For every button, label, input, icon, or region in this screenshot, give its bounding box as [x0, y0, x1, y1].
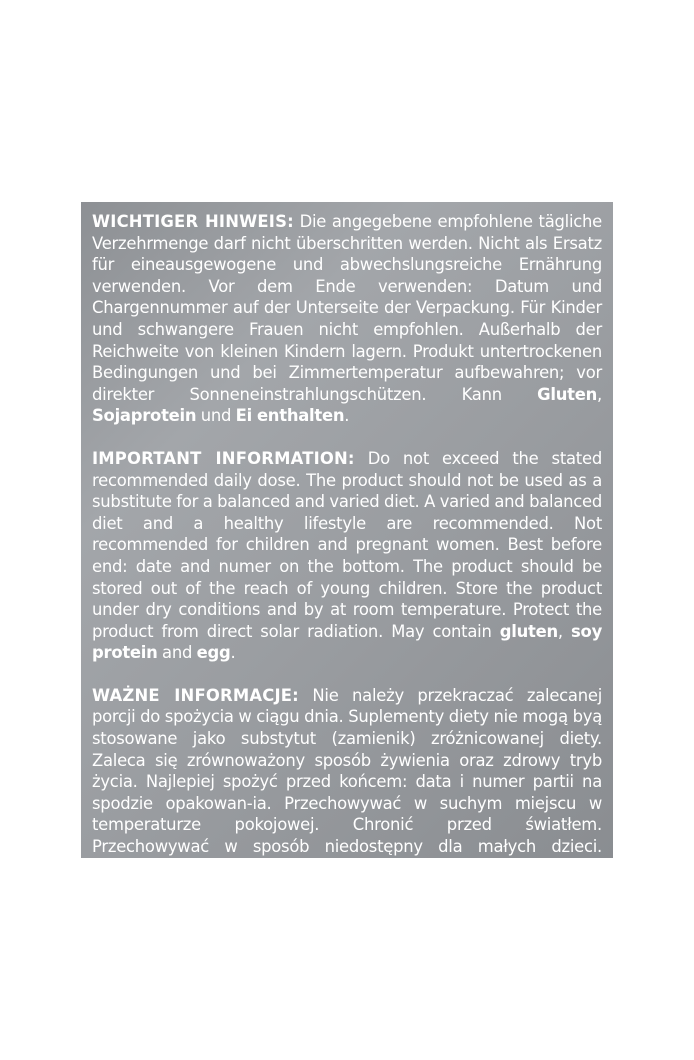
- allergen-separator: ,: [597, 384, 602, 404]
- allergen-term: Sojaprotein: [92, 406, 197, 426]
- notice-body: Nie należy przekraczać zalecanej porcji do spożycia w ciągu dnia. Suplementy diety nie mogą byą stosowane jako substytut (zamienik) zróżnicowanej diety. Zaleca się zrównoważony sposób żywienia oraz zdrowy tryb życia. Najlepiej spożyć przed końcem: data i numer partii na spodzie opakowan-ia. Przechowywać w suchym miejscu w temperaturze pokojowej. Chronić przed światłem. Przechowywać w sposób niedostępny dla małych dzieci. Możliwa zawartość: [92, 685, 602, 878]
- allergen-term: Ei enthalten: [235, 406, 345, 426]
- notice-end: .: [592, 858, 598, 878]
- notice-heading: IMPORTANT INFORMATION:: [92, 448, 355, 468]
- notice-polish: [92, 685, 602, 879]
- notice-english: [92, 448, 602, 664]
- notice-end: .: [230, 643, 236, 663]
- allergen-separator: i: [469, 858, 483, 878]
- allergen-separator: ,: [314, 858, 325, 878]
- notice-heading: WICHTIGER HINWEIS:: [92, 212, 294, 231]
- allergen-term: glutenu: [245, 858, 315, 878]
- allergen-separator: ,: [557, 621, 572, 641]
- notice-end: .: [344, 406, 350, 426]
- notice-body: Do not exceed the stated recommended daily dose. The product should not be used as a substitute for a balanced and varied diet. A varied and balanced diet and a healthy lifestyle are recommended. Not recommended for children and pregnant women. Best before end: date and numer on the bottom. The product should be stored out of the reach of young children. Store the product under dry conditions and by at room temperature. Protect the product from direct solar radiation. May contain: [92, 448, 602, 641]
- allergen-term: jaja kurzego: [482, 858, 593, 878]
- allergen-term: egg: [196, 643, 231, 663]
- notice-body: Die angegebene empfohlene tägliche Verzehrmenge darf nicht überschritten werden. Nicht als Ersatz für eineausgewogene und abwechslungsreiche Ernährung verwenden. Vor dem Ende verwenden: Datum und Chargennummer auf der Unterseite der Verpackung. Für Kinder und schwangere Frauen nicht empfohlen. Außerhalb der Reichweite von kleinen Kindern lagern. Produkt untertrockenen Bedingungen und bei Zimmertemperatur aufbewahren; vor direkter Sonneneinstrahlungschützen. Kann: [92, 212, 602, 404]
- label-panel: [81, 202, 613, 878]
- notice-heading: WAŻNE INFORMACJE:: [92, 685, 299, 705]
- notice-german: [92, 211, 602, 427]
- allergen-separator: and: [157, 643, 197, 663]
- allergen-separator: und: [196, 406, 236, 426]
- allergen-term: białka sojowego: [324, 858, 470, 878]
- allergen-term: Gluten: [537, 384, 598, 404]
- allergen-term: gluten: [499, 621, 558, 641]
- allergen-term: soy protein: [92, 621, 602, 663]
